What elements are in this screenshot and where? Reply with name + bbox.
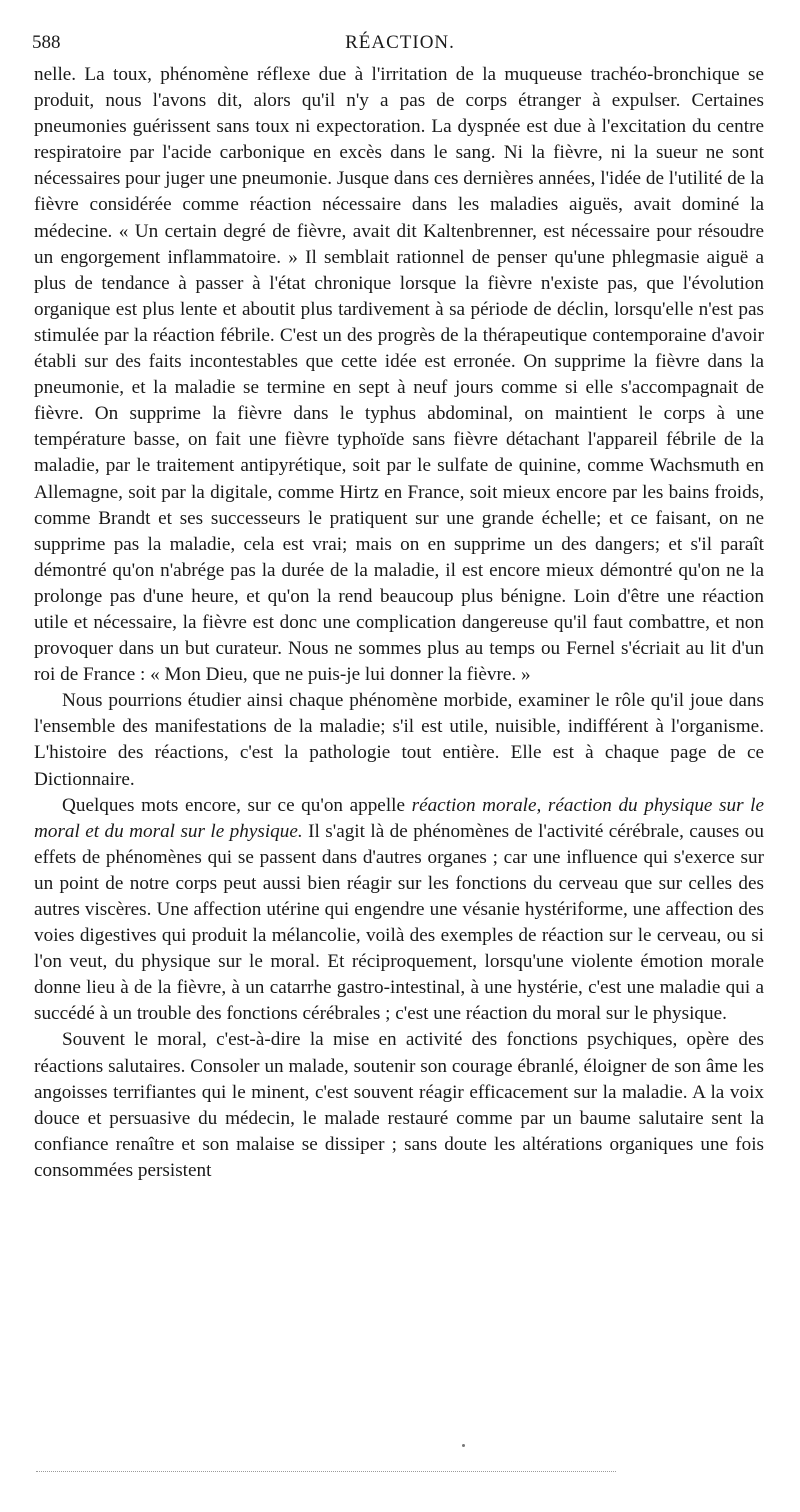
paragraph-3-text-start: Quelques mots encore, sur ce qu'on appelle [62, 794, 412, 816]
ink-speck [462, 1444, 465, 1447]
page-number: 588 [32, 32, 61, 53]
paragraph-2-text: Nous pourrions étudier ainsi chaque phénomène morbide, examiner le rôle qu'il joue dans l'ensemble des manifestations de la maladie; s'il est utile, nuisible, indifférent à l'organisme. L'histoire des réactions, c'est la pathologie tout entière. Elle est à chaque page de ce Dictionnaire. [34, 690, 764, 790]
running-title: RÉACTION. [345, 32, 455, 53]
page-header [32, 32, 768, 62]
paragraph-3-italic-term: réaction morale, réaction du physique sur le moral et du moral sur le physique. [34, 794, 765, 842]
paragraph-1 [34, 62, 764, 688]
paragraph-3 [34, 793, 764, 1028]
footer-dotted-rule [36, 1471, 616, 1472]
paragraph-3-text-rest: Il s'agit là de phénomènes de l'activité cérébrale, causes ou effets de phénomènes qui se passent dans d'autres organes ; car une influence qui s'exerce sur un point de notre corps peut aussi bien réagir sur les fonctions du cerveau que sur celles des autres viscères. Une affection utérine qui engendre une vésanie hystériforme, une affection des voies digestives qui produit la mélancolie, voilà des exemples de réaction sur le cerveau, ou si l'on veut, du physique sur le moral. Et réciproquement, lorsqu'une violente émotion morale donne lieu à de la fièvre, à un catarrhe gastro-intestinal, à une hystérie, c'est une maladie qui a succédé à un trouble des fonctions cérébrales ; c'est une réaction du moral sur le physique. [34, 820, 764, 1025]
paragraph-2 [34, 688, 764, 792]
paragraph-4-text: Souvent le moral, c'est-à-dire la mise en activité des fonctions psychiques, opère des réactions salutaires. Consoler un malade, soutenir son courage ébranlé, éloigner de son âme les angoisses terrifiantes qui le minent, c'est souvent réagir efficacement sur la maladie. A la voix douce et persuasive du médecin, le malade restauré comme par un baume salutaire sent la confiance renaître et son malaise se dissiper ; sans doute les altérations organiques une fois consommées persistent [34, 1029, 764, 1181]
paragraph-4 [34, 1027, 764, 1184]
paragraph-1-text: nelle. La toux, phénomène réflexe due à l'irritation de la muqueuse trachéo-bronchique se produit, nous l'avons dit, alors qu'il n'y a pas de corps étranger à expulser. Certaines pneumonies guérissent sans toux ni expectoration. La dyspnée est due à l'excitation du centre respiratoire par l'acide carbonique en excès dans le sang. Ni la fièvre, ni la sueur ne sont nécessaires pour juger une pneumonie. Jusque dans ces dernières années, l'idée de l'utilité de la fièvre considérée comme réaction nécessaire dans les maladies aiguës, avait dominé la médecine. « Un certain degré de fièvre, avait dit Kaltenbrenner, est nécessaire pour résoudre un engorgement inflammatoire. » Il semblait rationnel de penser qu'une phlegmasie aiguë a plus de tendance à passer à l'état chronique lorsque la fièvre n'existe pas, que l'évolution organique est plus lente et aboutit plus tardivement à sa période de déclin, lorsqu'elle n'est pas stimulée par la réaction fébrile. C'est un des progrès de la thérapeutique contemporaine d'avoir établi sur des faits incontestables que cette idée est erronée. On supprime la fièvre dans la pneumonie, et la maladie se termine en sept à neuf jours comme si elle s'accompagnait de fièvre. On supprime la fièvre dans le typhus abdominal, on maintient le corps à une température basse, on fait une fièvre typhoïde sans fièvre détachant l'appareil fébrile de la maladie, par le traitement antipyrétique, soit par le sulfate de quinine, comme Wachsmuth en Allemagne, soit par la digitale, comme Hirtz en France, soit mieux encore par les bains froids, comme Brandt et ses successeurs le pratiquent sur une grande échelle; et ce faisant, on ne supprime pas la maladie, cela est vrai; mais on en supprime un des dangers; et s'il paraît démontré qu'on n'abrége pas la durée de la maladie, il est encore mieux démontré qu'on ne la prolonge pas d'une heure, et qu'on la rend beaucoup plus bénigne. Loin d'être une réaction utile et nécessaire, la fièvre est donc une complication dangereuse qu'il faut combattre, et non provoquer dans un but curateur. Nous ne sommes plus au temps ou Fernel s'écriait au lit d'un roi de France : « Mon Dieu, que ne puis-je lui donner la fièvre. » [34, 64, 764, 686]
body-text [34, 62, 764, 1184]
